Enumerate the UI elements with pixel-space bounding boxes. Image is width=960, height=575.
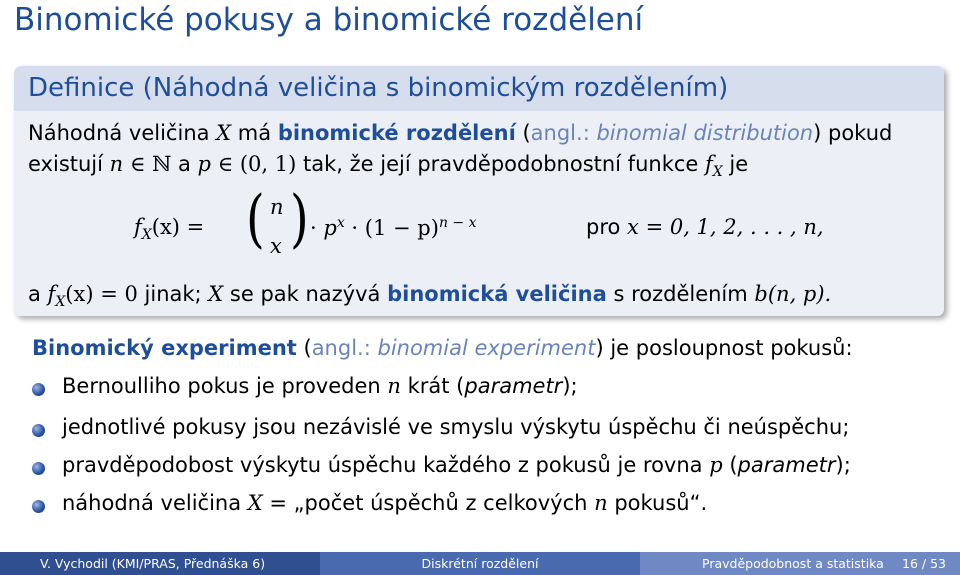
text: Bernoulliho pokus je proveden (62, 374, 388, 398)
math: (x) = (151, 215, 205, 239)
bullet-ball-icon (32, 383, 45, 396)
var-p: p (323, 216, 337, 240)
slide-title: Binomické pokusy a binomické rozdělení (14, 2, 644, 38)
var-n: n (387, 374, 401, 398)
text: pokud (821, 121, 893, 145)
text: jinak; (137, 282, 209, 306)
text: je (722, 152, 749, 176)
experiment-intro (32, 336, 853, 360)
definition-line-2 (28, 152, 748, 180)
text: se pak nazývá (223, 282, 388, 306)
colon: : (582, 121, 597, 145)
range: x = 0, 1, 2, . . . , n, (627, 215, 824, 239)
text: s rozdělením (606, 282, 755, 306)
dot: · (310, 216, 317, 240)
binomial-coefficient: ( n x ) (246, 182, 309, 258)
var-f: f (705, 152, 713, 176)
bullet-ball-icon (32, 500, 45, 513)
definition-line-3 (28, 282, 831, 310)
bullet-ball-icon (32, 424, 45, 437)
binom-bottom: x (270, 234, 282, 258)
list-item (32, 453, 932, 483)
english-term: binomial experiment (377, 336, 596, 360)
colon: : (363, 336, 378, 360)
subscript: X (55, 294, 66, 311)
var-x: X (216, 121, 232, 145)
math: ∈ (0, 1) (210, 152, 297, 176)
paren: ) (595, 336, 604, 360)
subscript: X (141, 227, 152, 244)
footer-section-text: Diskrétní rozdělení (421, 556, 539, 571)
var-x: X (208, 282, 224, 306)
var-p: p (197, 152, 211, 176)
text: pravděpodobost výskytu úspěchu každého z pokusů je rovna (62, 453, 710, 477)
bullet-ball-icon (32, 462, 45, 475)
definition-heading: Definice (Náhodná veličina s binomickým rozdělením) (14, 66, 944, 111)
list-item (32, 415, 932, 445)
text-italic: parametr (464, 374, 563, 398)
var-f: f (47, 282, 56, 306)
text: ); (562, 374, 578, 398)
dot: · (351, 216, 359, 240)
exponent: n − x (438, 215, 477, 231)
text-italic: parametr (737, 453, 836, 477)
text: tak, že její pravděpodobnostní funkce (296, 152, 705, 176)
angl-label: angl. (530, 121, 583, 145)
text: a (28, 282, 48, 306)
text: má (231, 121, 278, 145)
angl-label: angl. (311, 336, 364, 360)
paren: ( (515, 121, 531, 145)
footer-section (320, 552, 640, 575)
text: krát ( (400, 374, 465, 398)
definition-block (14, 66, 944, 316)
text: je posloupnost pokusů: (603, 336, 853, 360)
text: = „počet úspěchů z celkových (262, 491, 595, 515)
term-binomial-distribution: binomické rozdělení (277, 121, 516, 145)
var-p: p (709, 453, 723, 477)
var-x: X (247, 491, 263, 515)
footer-bar (0, 552, 960, 575)
text: pro (586, 215, 621, 239)
text: ); (835, 453, 851, 477)
text: ( (722, 453, 738, 477)
paren: ) (813, 121, 822, 145)
math: b(n, p). (754, 282, 832, 306)
footer-course-text: Pravděpodobnost a statistika (702, 556, 884, 571)
text: pokusů“. (607, 491, 708, 515)
var-n: n (109, 152, 124, 176)
term-binomial-experiment: Binomický experiment (32, 336, 297, 360)
text: existují (28, 152, 110, 176)
math: (1 − p) (364, 216, 439, 240)
text: Náhodná veličina (28, 121, 217, 145)
definition-body (14, 111, 944, 316)
text: náhodná veličina (62, 491, 248, 515)
page-number: 16 / 53 (902, 556, 946, 571)
subscript: X (712, 164, 723, 181)
binom-top: n (270, 195, 284, 219)
english-term: binomial distribution (596, 121, 814, 145)
term-binomial-variable: binomická veličina (387, 282, 607, 306)
paren: ( (296, 336, 312, 360)
list-item (32, 491, 932, 521)
pmf-formula (14, 182, 944, 269)
footer-author-text: V. Vychodil (KMI/PRAS, Přednáška 6) (40, 556, 266, 571)
math: ∈ ℕ (123, 152, 172, 176)
list-item (32, 374, 932, 404)
text: a (171, 152, 198, 176)
definition-line-1 (28, 121, 892, 145)
footer-author (0, 552, 320, 575)
var-n: n (594, 491, 608, 515)
text: jednotlivé pokusy jsou nezávislé ve smyslu výskytu úspěchu či neúspěchu; (62, 415, 850, 439)
exponent: x (336, 215, 345, 231)
var-f: f (134, 215, 142, 239)
math: (x) = 0 (65, 282, 138, 306)
footer-course (640, 552, 960, 575)
